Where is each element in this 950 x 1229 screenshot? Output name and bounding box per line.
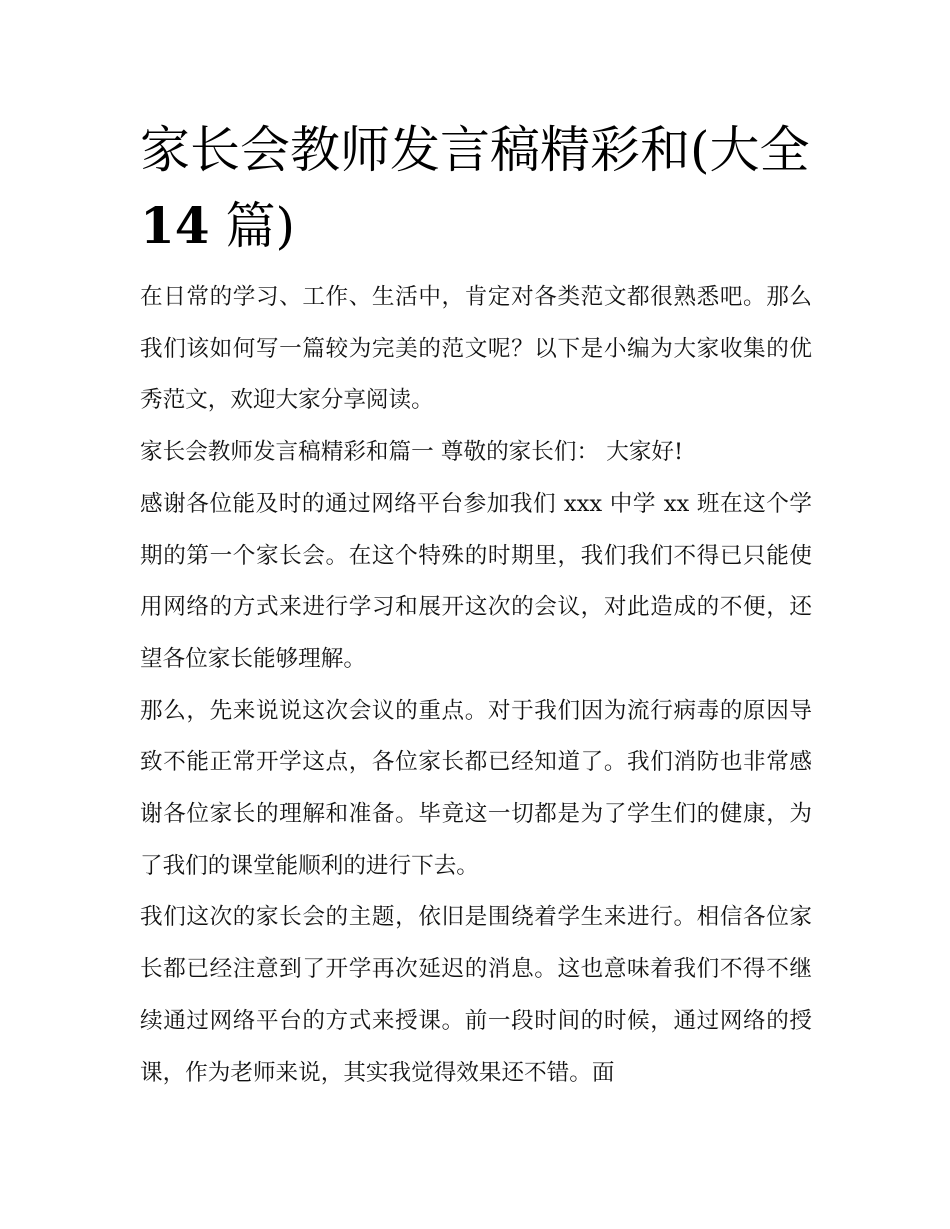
title-count: 14 bbox=[140, 196, 210, 255]
title-text: 家长会教师发言稿精彩和(大全 bbox=[140, 121, 810, 179]
title-suffix: 篇) bbox=[209, 197, 295, 255]
section-heading-paragraph: 家长会教师发言稿精彩和篇一 尊敬的家长们： 大家好! bbox=[140, 439, 684, 466]
document-body bbox=[140, 112, 812, 1099]
body-paragraph: 感谢各位能及时的通过网络平台参加我们 xxx 中学 xx 班在这个学期的第一个家长会。在这个特殊的时期里，我们我们不得已只能使用网络的方式来进行学习和展开这次的会议，对此造成的不便，还望各位家长能够理解。 bbox=[140, 490, 812, 672]
document-title bbox=[140, 112, 812, 272]
body-paragraph: 那么，先来说说这次会议的重点。对于我们因为流行病毒的原因导致不能正常开学这点，各位家长都已经知道了。我们消防也非常感谢各位家长的理解和准备。毕竟这一切都是为了学生们的健康，为了我们的课堂能顺利的进行下去。 bbox=[140, 697, 812, 879]
intro-paragraph: 在日常的学习、工作、生活中，肯定对各类范文都很熟悉吧。那么我们该如何写一篇较为完美的范文呢？以下是小编为大家收集的优秀范文，欢迎大家分享阅读。 bbox=[140, 284, 812, 414]
body-paragraph: 我们这次的家长会的主题，依旧是围绕着学生来进行。相信各位家长都已经注意到了开学再次延迟的消息。这也意味着我们不得不继续通过网络平台的方式来授课。前一段时间的时候，通过网络的授课，作为老师来说，其实我觉得效果还不错。面 bbox=[140, 904, 812, 1086]
